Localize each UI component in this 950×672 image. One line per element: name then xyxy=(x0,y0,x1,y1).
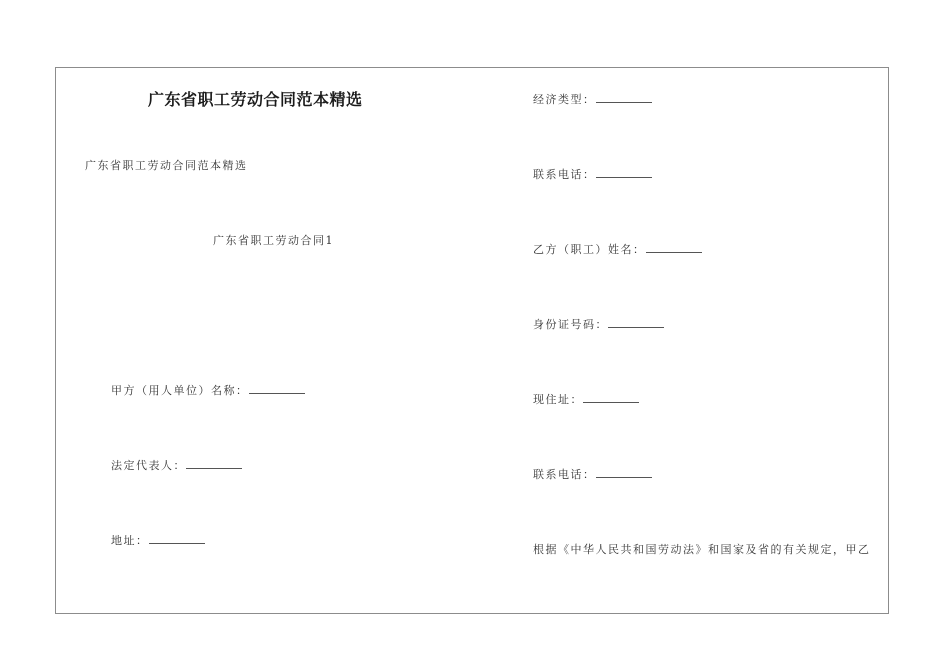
field-economic-type xyxy=(533,93,652,107)
fill-in-blank xyxy=(646,243,702,253)
fill-in-blank xyxy=(249,384,305,394)
field-label: 身份证号码： xyxy=(533,318,608,331)
field-label: 地址： xyxy=(111,534,149,547)
fill-in-blank xyxy=(186,459,242,469)
field-legal-representative xyxy=(111,459,242,473)
fill-in-blank xyxy=(596,93,652,103)
fill-in-blank xyxy=(149,534,205,544)
field-label: 经济类型： xyxy=(533,93,596,106)
fill-in-blank xyxy=(596,468,652,478)
field-label: 联系电话： xyxy=(533,168,596,181)
field-label: 现住址： xyxy=(533,393,583,406)
fill-in-blank xyxy=(608,318,664,328)
section-heading: 广东省职工劳动合同1 xyxy=(213,234,334,247)
document-subtitle: 广东省职工劳动合同范本精选 xyxy=(85,159,248,172)
field-id-number xyxy=(533,318,664,332)
field-employer-name xyxy=(111,384,305,398)
fill-in-blank xyxy=(596,168,652,178)
field-current-address xyxy=(533,393,639,407)
field-label: 法定代表人： xyxy=(111,459,186,472)
field-employee-phone xyxy=(533,468,652,482)
document-title: 广东省职工劳动合同范本精选 xyxy=(148,90,363,109)
field-label: 甲方（用人单位）名称： xyxy=(111,384,249,397)
page-frame xyxy=(55,67,889,614)
fill-in-blank xyxy=(583,393,639,403)
field-employer-phone xyxy=(533,168,652,182)
field-employee-name xyxy=(533,243,702,257)
field-label: 乙方（职工）姓名： xyxy=(533,243,646,256)
body-paragraph: 根据《中华人民共和国劳动法》和国家及省的有关规定，甲乙 xyxy=(533,543,871,556)
field-address xyxy=(111,534,205,548)
field-label: 联系电话： xyxy=(533,468,596,481)
